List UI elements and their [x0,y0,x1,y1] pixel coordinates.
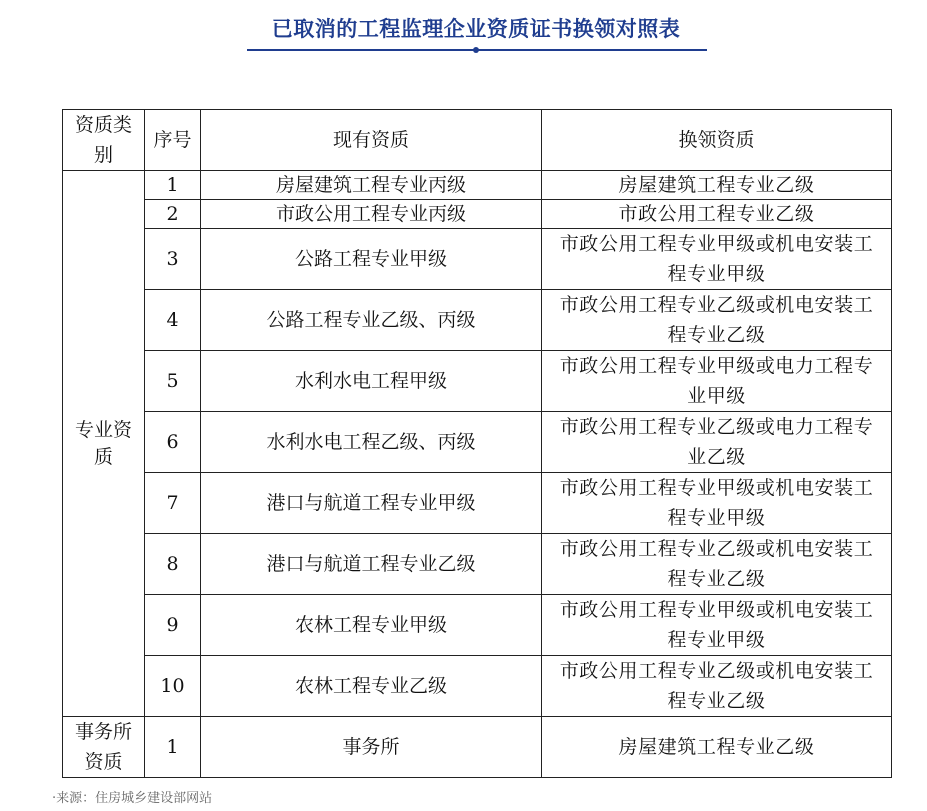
row-number: 4 [145,290,201,351]
current-qualification: 市政公用工程专业丙级 [201,200,542,229]
row-number: 2 [145,200,201,229]
header-current: 现有资质 [201,110,542,171]
source-note: ·来源：住房城乡建设部网站 [52,791,213,806]
new-qualification: 市政公用工程专业乙级或机电安装工程专业乙级 [542,290,892,351]
table-row [63,200,892,229]
row-number: 6 [145,412,201,473]
row-number: 9 [145,595,201,656]
category-cell: 事务所资质 [63,717,145,778]
table-row [63,290,892,351]
new-qualification: 房屋建筑工程专业乙级 [542,717,892,778]
current-qualification: 事务所 [201,717,542,778]
table-row [63,534,892,595]
table-row [63,171,892,200]
new-qualification: 市政公用工程专业甲级或电力工程专业甲级 [542,351,892,412]
header-new: 换领资质 [542,110,892,171]
new-qualification: 市政公用工程专业乙级 [542,200,892,229]
row-number: 1 [145,171,201,200]
current-qualification: 公路工程专业乙级、丙级 [201,290,542,351]
row-number: 5 [145,351,201,412]
table-row [63,656,892,717]
table-row [63,473,892,534]
certificate-exchange-table [62,109,892,778]
new-qualification: 房屋建筑工程专业乙级 [542,171,892,200]
header-category: 资质类别 [63,110,145,171]
current-qualification: 水利水电工程乙级、丙级 [201,412,542,473]
category-cell: 专业资质 [63,171,145,717]
table-row [63,595,892,656]
page-title: 已取消的工程监理企业资质证书换领对照表 [271,17,681,41]
current-qualification: 房屋建筑工程专业丙级 [201,171,542,200]
table-row [63,717,892,778]
new-qualification: 市政公用工程专业甲级或机电安装工程专业甲级 [542,229,892,290]
current-qualification: 农林工程专业甲级 [201,595,542,656]
title-dot-ornament [473,47,479,53]
current-qualification: 港口与航道工程专业乙级 [201,534,542,595]
current-qualification: 公路工程专业甲级 [201,229,542,290]
current-qualification: 港口与航道工程专业甲级 [201,473,542,534]
header-number: 序号 [145,110,201,171]
new-qualification: 市政公用工程专业乙级或机电安装工程专业乙级 [542,656,892,717]
table-header-row [63,110,892,171]
row-number: 8 [145,534,201,595]
current-qualification: 农林工程专业乙级 [201,656,542,717]
current-qualification: 水利水电工程甲级 [201,351,542,412]
table-row [63,229,892,290]
new-qualification: 市政公用工程专业甲级或机电安装工程专业甲级 [542,595,892,656]
table-row [63,351,892,412]
title-block [0,14,927,44]
new-qualification: 市政公用工程专业乙级或机电安装工程专业乙级 [542,534,892,595]
row-number: 7 [145,473,201,534]
row-number: 3 [145,229,201,290]
new-qualification: 市政公用工程专业乙级或电力工程专业乙级 [542,412,892,473]
row-number: 10 [145,656,201,717]
row-number: 1 [145,717,201,778]
table-row [63,412,892,473]
new-qualification: 市政公用工程专业甲级或机电安装工程专业甲级 [542,473,892,534]
